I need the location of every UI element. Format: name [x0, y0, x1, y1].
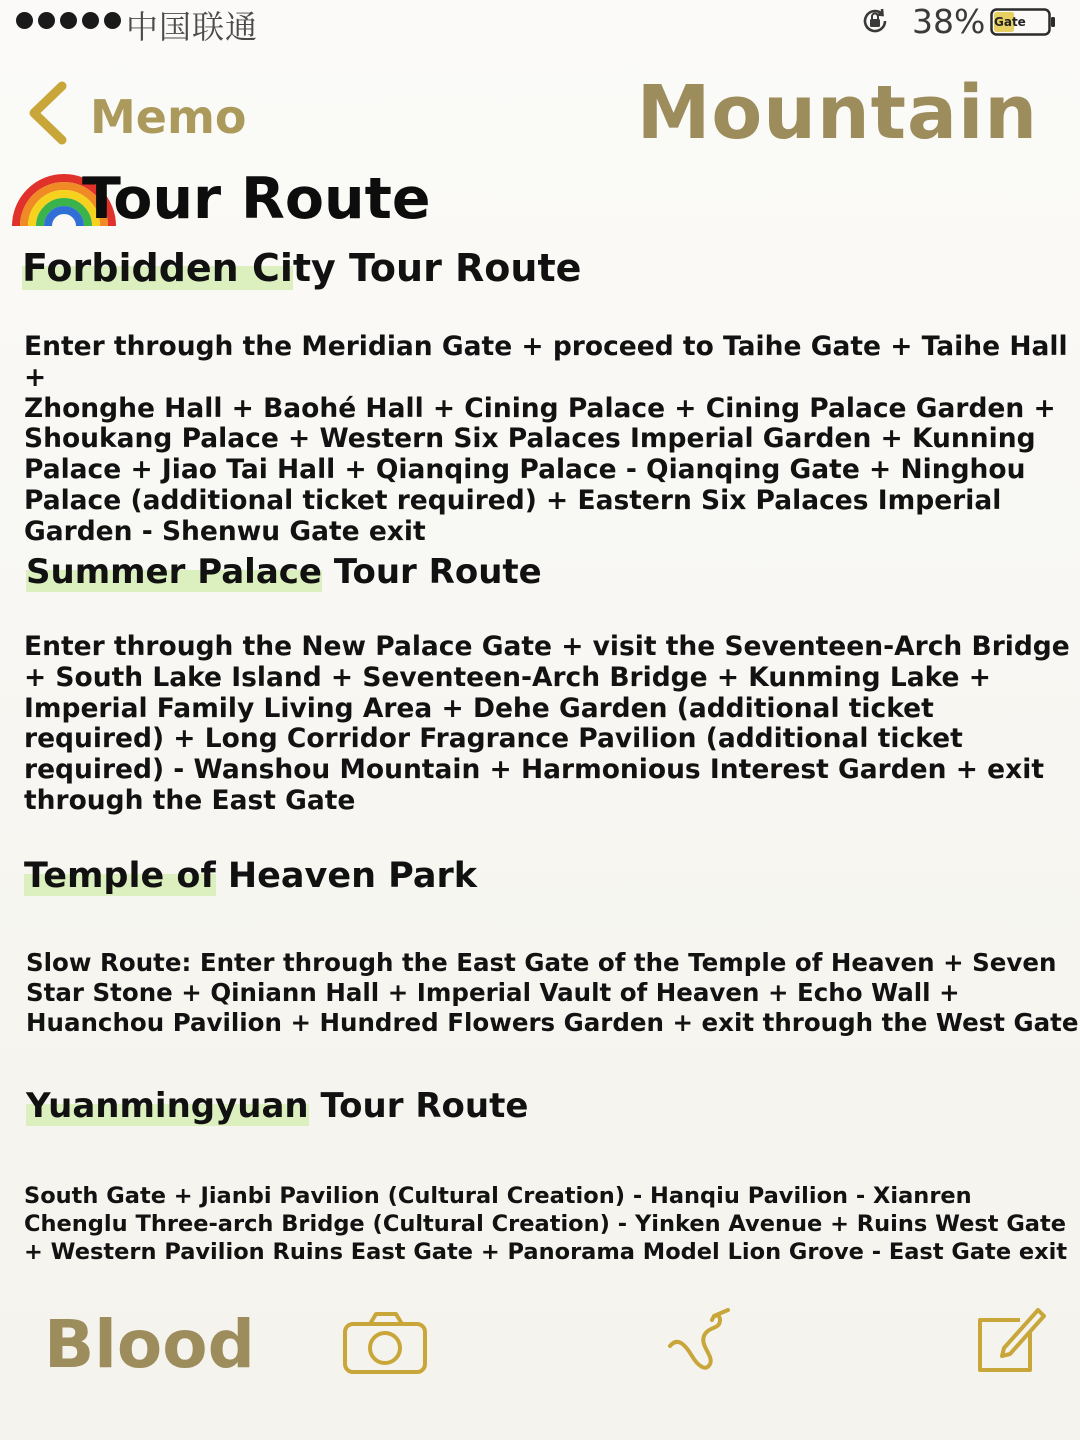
chevron-left-icon	[24, 80, 74, 146]
heading-text: Heaven Park	[215, 856, 478, 896]
back-label: Memo	[90, 90, 247, 144]
page-title: Tour Route	[82, 166, 431, 232]
compose-icon[interactable]	[974, 1302, 1048, 1376]
camera-icon[interactable]	[342, 1310, 428, 1376]
heading-highlight: Forbidden Ci	[22, 246, 293, 290]
sketch-icon[interactable]	[664, 1306, 738, 1380]
toolbar-text: Blood	[44, 1306, 255, 1383]
rotation-lock-icon	[860, 6, 890, 36]
signal-strength-icon	[16, 12, 121, 29]
heading-text: ty Tour Route	[292, 246, 582, 290]
heading-highlight: Yuanmingyuan	[26, 1086, 309, 1126]
section-heading-temple-of-heaven	[24, 856, 477, 896]
header-right-text: Mountain	[636, 70, 1038, 156]
status-bar	[0, 0, 1080, 48]
battery-label: Gate	[994, 15, 1026, 29]
section-heading-summer-palace	[26, 552, 542, 592]
heading-text: Tour Route	[321, 552, 542, 592]
section-body-forbidden-city: Enter through the Meridian Gate + proceed to Taihe Gate + Taihe Hall + Zhonghe Hall + Baohé Hall + Cining Palace + Cining Palace Garden + Shoukang Palace + Western Six Palaces Imperial Garden + Kunning Palace + Jiao Tai Hall + Qianqing Palace - Qianqing Gate + Ninghou Palace (additional ticket required) + Eastern Six Palaces Imperial Garden - Shenwu Gate exit	[24, 331, 1068, 547]
section-body-yuanmingyuan: South Gate + Jianbi Pavilion (Cultural Creation) - Hanqiu Pavilion - Xianren Chenglu Three-arch Bridge (Cultural Creation) - Yinken Avenue + Ruins West Gate + Western Pavilion Ruins East Gate + Panorama Model Lion Grove - East Gate exit	[24, 1183, 1068, 1265]
back-button[interactable]	[24, 80, 264, 150]
section-heading-yuanmingyuan	[26, 1086, 528, 1126]
section-body-summer-palace: Enter through the New Palace Gate + visit the Seventeen-Arch Bridge + South Lake Island + Seventeen-Arch Bridge + Kunming Lake + Imperial Family Living Area + Dehe Garden (additional ticket required) + Long Corridor Fragrance Pavilion (additional ticket required) - Wanshou Mountain + Harmonious Interest Garden + exit through the East Gate	[24, 631, 1070, 816]
section-heading-forbidden-city	[22, 246, 581, 290]
heading-highlight: Temple of	[24, 856, 216, 896]
carrier-name: 中国联通	[126, 8, 259, 46]
heading-highlight: Summer Palace	[26, 552, 322, 592]
section-body-temple-of-heaven: Slow Route: Enter through the East Gate of the Temple of Heaven + Seven Star Stone + Qiniann Hall + Imperial Vault of Heaven + Echo Wall + Huanchou Pavilion + Hundred Flowers Garden + exit through the West Gate	[26, 948, 1079, 1037]
battery-percent: 38%	[912, 2, 986, 41]
heading-text: Tour Route	[308, 1086, 529, 1126]
